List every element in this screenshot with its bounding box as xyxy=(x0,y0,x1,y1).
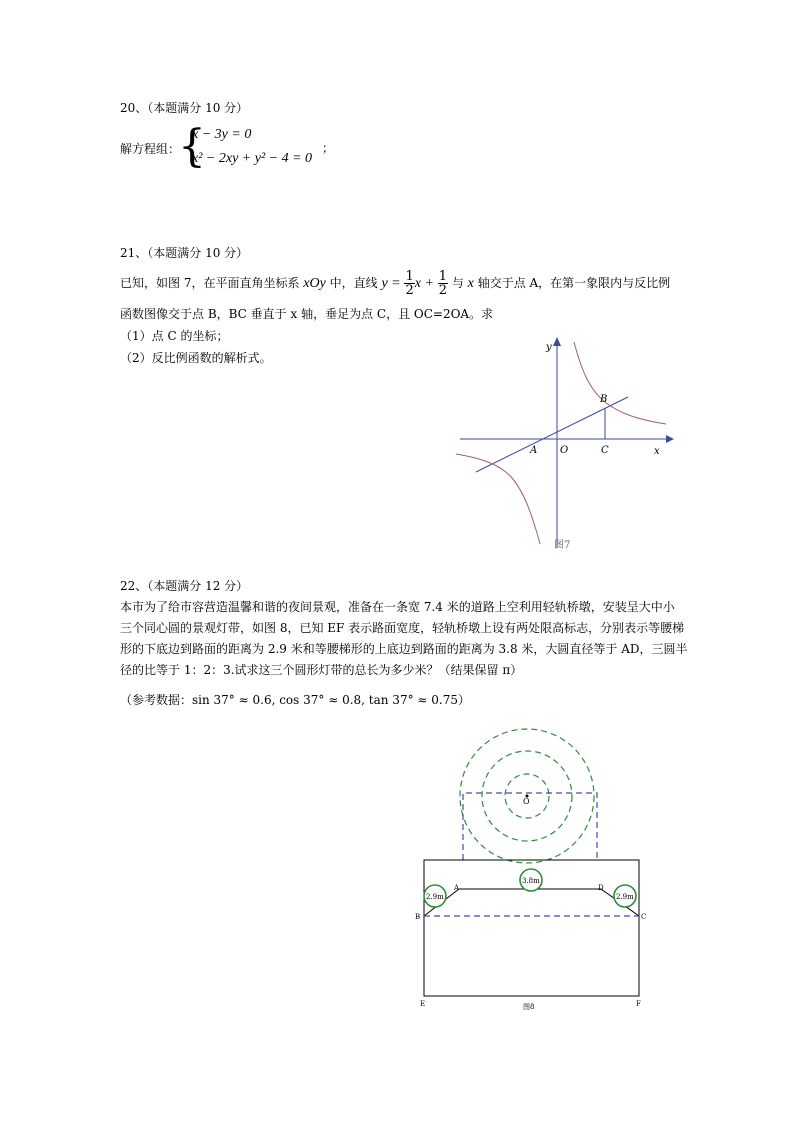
q21-x-plus: x + xyxy=(414,276,434,291)
fig7-hyperbola-q3 xyxy=(456,454,540,544)
fig8-label-e: E xyxy=(420,1000,426,1008)
q21-x-axis: x xyxy=(467,276,474,291)
q22-line2: 三个同心圆的景观灯带，如图 8，已知 EF 表示路面宽度，轻轨桥墩上设有两处限高标志，分别表示等腰梯 xyxy=(120,621,685,635)
fig8-label-b: B xyxy=(415,913,421,921)
fig7-x-arrow xyxy=(666,435,674,443)
fig8-trapezoid xyxy=(424,889,639,916)
figure-8 xyxy=(412,728,652,1013)
fig7-y-arrow xyxy=(553,337,561,346)
fig7-caption: 图7 xyxy=(554,540,571,551)
q21-heading: 21、（本题满分 10 分） xyxy=(120,246,249,260)
q20-eq2: x² − 2xy + y² − 4 = 0 xyxy=(192,151,313,166)
fig8-sign-right-text: 2.9m xyxy=(616,893,634,901)
fig7-label-y: y xyxy=(546,342,552,353)
q20-brace: { xyxy=(178,121,206,172)
q21-system: xOy xyxy=(303,276,326,291)
q21-line2: 函数图像交于点 B，BC 垂直于 x 轴，垂足为点 C，且 OC=2OA。求 xyxy=(120,307,494,321)
fig7-label-o: O xyxy=(560,445,569,456)
q20-tail: ； xyxy=(322,141,335,155)
q21-line1 xyxy=(120,266,670,301)
q22-line1: 本市为了给市容营造温馨和谐的夜间景观，准备在一条宽 7.4 米的道路上空利用轻轨桥墩，安装呈大中小 xyxy=(120,600,675,614)
q21-line1-d: 轴交于点 A，在第一象限内与反比例 xyxy=(473,276,671,290)
q20-eq1: x − 3y = 0 xyxy=(192,127,252,142)
q22-heading: 22、（本题满分 12 分） xyxy=(120,579,249,593)
figure-7 xyxy=(450,332,680,558)
q21-frac-1: $\frac{1}{2}$ xyxy=(405,269,414,298)
q21-frac-2: $\frac{1}{2}$ xyxy=(438,269,448,298)
fig7-label-b: B xyxy=(600,394,608,405)
q22-line3: 形的下底边到路面的距离为 2.9 米和等腰梯形的上底边到路面的距离为 3.8 米，大圆直径等于 AD，三圆半 xyxy=(120,642,688,656)
q22-reference: （参考数据：sin 37° ≈ 0.6, cos 37° ≈ 0.8, tan 37° ≈ 0.75） xyxy=(120,693,470,707)
fig8-label-c: C xyxy=(641,913,647,921)
fig7-label-x: x xyxy=(654,446,660,457)
q21-y-eq: y = xyxy=(381,276,401,291)
q21-line1-a: 已知，如图 7，在平面直角坐标系 xyxy=(120,276,304,290)
fig7-hyperbola-q1 xyxy=(574,342,666,424)
q21-line1-c: 与 xyxy=(448,276,468,290)
fig7-label-a: A xyxy=(530,445,538,456)
q21-sub2: （2）反比例函数的解析式。 xyxy=(120,351,272,365)
fig8-caption: 图8 xyxy=(523,1003,535,1011)
fig8-sign-mid-text: 3.8m xyxy=(522,877,540,885)
q20-prompt: 解方程组： xyxy=(120,142,181,156)
q21-sub1: （1）点 C 的坐标； xyxy=(120,329,229,343)
q20-heading: 20、（本题满分 10 分） xyxy=(120,101,249,115)
q22-line4: 径的比等于 1：2：3.试求这三个圆形灯带的总长为多少米？（结果保留 π） xyxy=(120,663,523,677)
fig8-sign-left-text: 2.9m xyxy=(426,893,444,901)
fig8-label-d: D xyxy=(598,884,604,892)
fig7-label-c: C xyxy=(601,445,609,456)
fig8-label-f: F xyxy=(636,1000,641,1008)
fig8-label-o: O xyxy=(523,797,530,806)
fig8-label-a: A xyxy=(454,884,460,892)
q21-line1-b: 中，直线 xyxy=(325,276,382,290)
